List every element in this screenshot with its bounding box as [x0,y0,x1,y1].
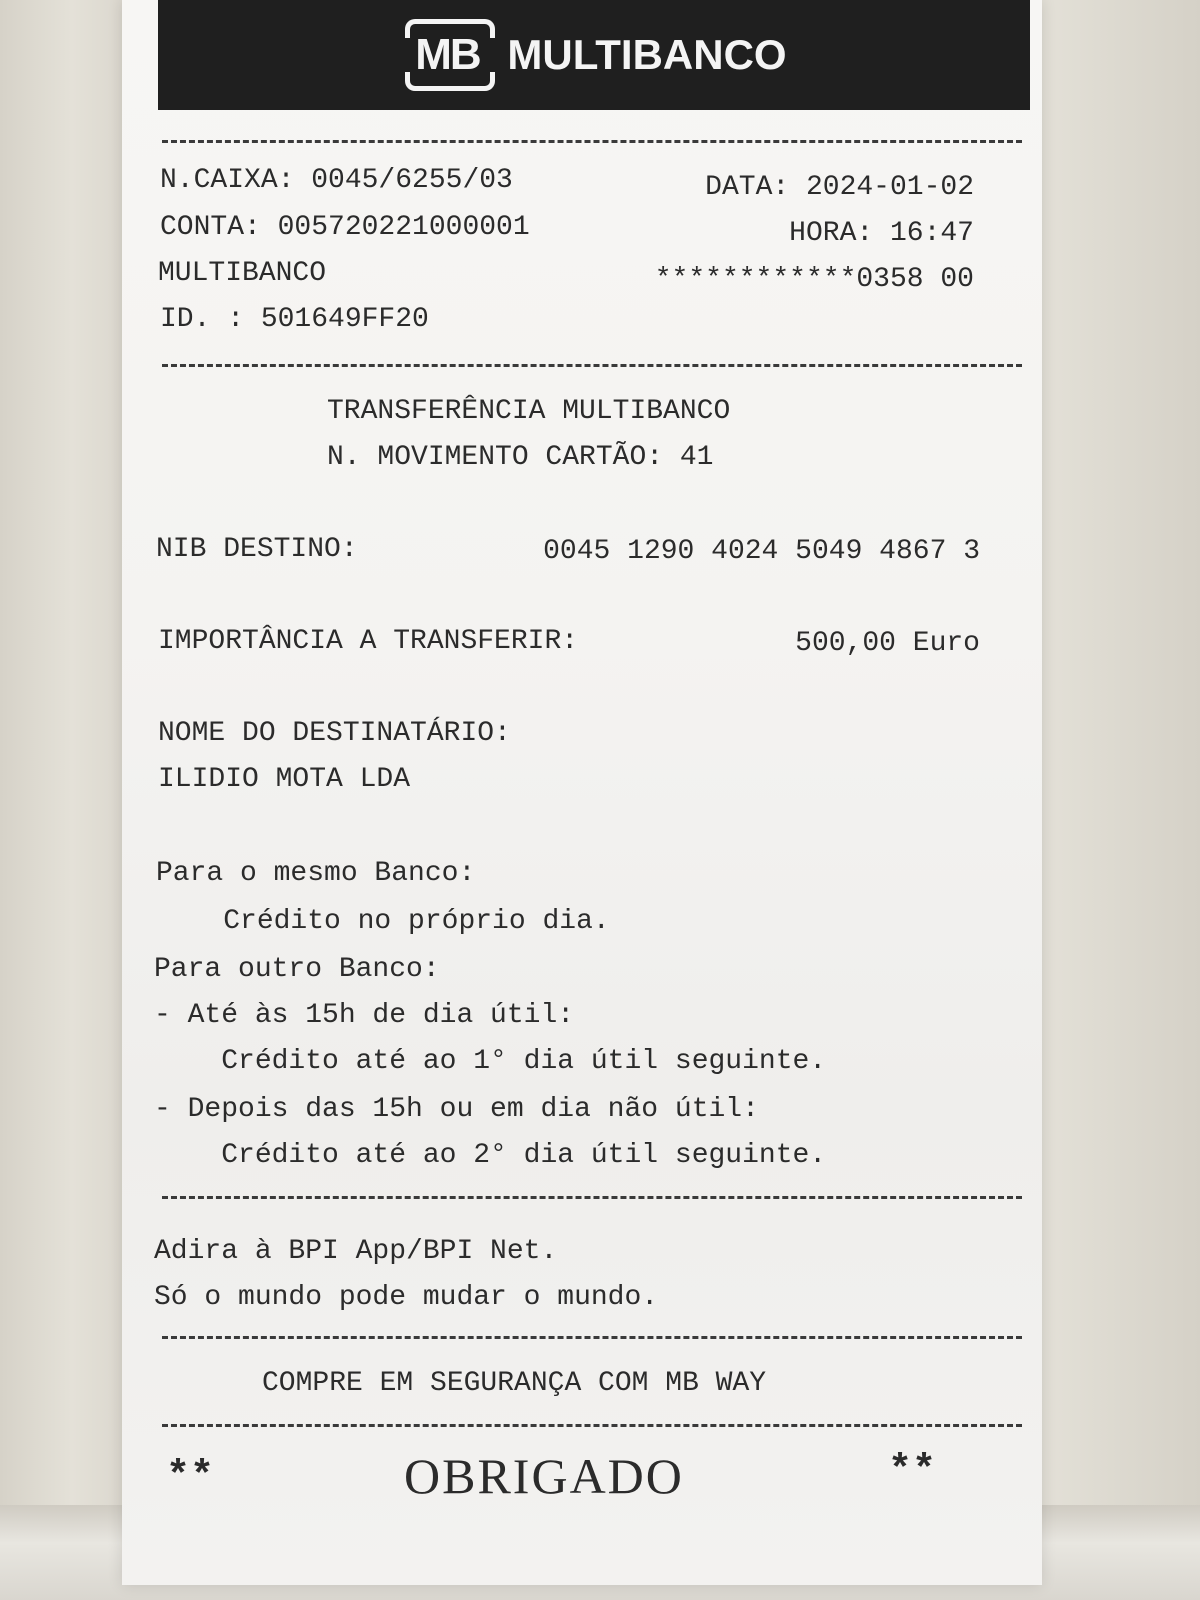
note-line: Para o mesmo Banco: [156,858,476,889]
divider [162,1336,1022,1339]
operation-title: TRANSFERÊNCIA MULTIBANCO [327,396,731,427]
atm-number: N.CAIXA: 0045/6255/03 [160,165,513,196]
note-line: Crédito até ao 1° dia útil seguinte. [154,1046,827,1077]
transaction-id: ID. : 501649FF20 [160,304,429,335]
divider [162,1196,1022,1199]
transaction-date: DATA: 2024-01-02 [705,172,974,203]
note-line: Crédito no próprio dia. [156,906,610,937]
transaction-time: HORA: 16:47 [789,218,974,249]
multibanco-logo-icon: MB [401,15,493,95]
divider [162,1424,1022,1427]
divider [162,364,1022,367]
amount-value: 500,00 Euro [795,628,980,659]
network-name: MULTIBANCO [158,258,327,289]
promo-slogan: Só o mundo pode mudar o mundo. [154,1282,659,1313]
stars-left: ** [166,1455,215,1500]
mbway-message: COMPRE EM SEGURANÇA COM MB WAY [262,1368,767,1399]
receipt-header [158,0,1030,110]
thank-you-message: OBRIGADO [404,1448,684,1504]
recipient-name: ILIDIO MOTA LDA [158,764,411,795]
stars-right: ** [888,1449,937,1494]
nib-value: 0045 1290 4024 5049 4867 3 [543,536,980,567]
card-movement-number: N. MOVIMENTO CARTÃO: 41 [327,442,714,473]
note-line: Para outro Banco: [154,954,440,985]
divider [162,140,1022,143]
promo-line: Adira à BPI App/BPI Net. [154,1236,558,1267]
nib-label: NIB DESTINO: [156,534,358,565]
atm-receipt [122,0,1042,1585]
masked-card-number: ************0358 00 [654,264,974,295]
brand-name: MULTIBANCO [507,31,787,78]
note-line: - Até às 15h de dia útil: [154,1000,575,1031]
note-line: - Depois das 15h ou em dia não útil: [154,1094,759,1125]
recipient-label: NOME DO DESTINATÁRIO: [158,718,511,749]
account-number: CONTA: 005720221000001 [160,212,530,243]
note-line: Crédito até ao 2° dia útil seguinte. [154,1140,827,1171]
amount-label: IMPORTÂNCIA A TRANSFERIR: [158,626,579,657]
